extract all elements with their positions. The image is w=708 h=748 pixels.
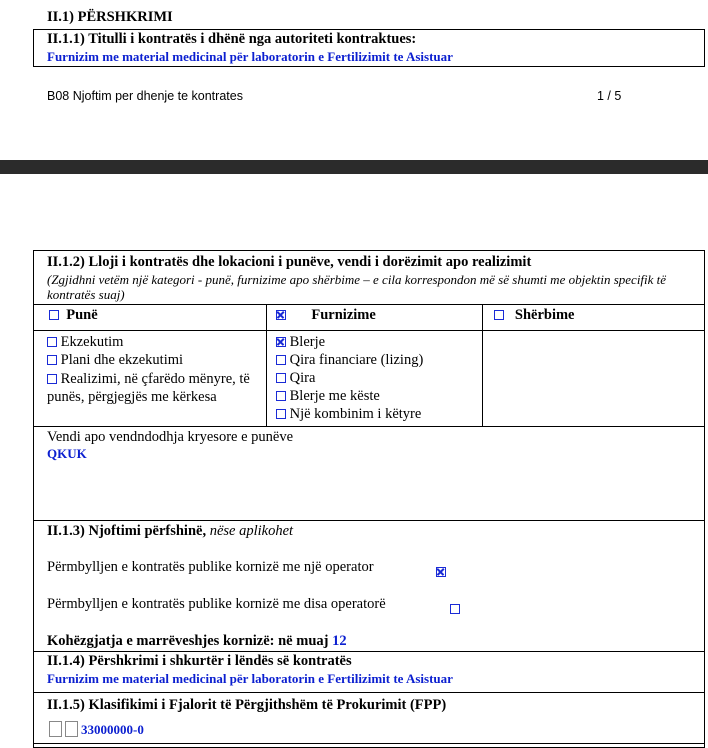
s115-code-row	[49, 721, 144, 739]
furn-option-lizing[interactable]	[276, 352, 423, 369]
s114-title: II.1.4) Përshkrimi i shkurtër i lëndës së kontratës	[47, 653, 352, 669]
s113-title: II.1.3) Njoftimi përfshinë,	[47, 523, 207, 539]
checkbox-icon[interactable]	[49, 310, 59, 320]
location-value: QKUK	[47, 446, 87, 461]
s111-value: Furnizim me material medicinal për laboratorin e Fertilizimit te Asistuar	[47, 49, 453, 64]
page-separator	[0, 160, 708, 174]
category-furnizime[interactable]	[276, 307, 376, 324]
s112-note: (Zgjidhni vetëm një kategori - punë, furnizime apo shërbime – e cila korrespondon më së shumti me objektin specifik të kontratës suaj)	[47, 272, 667, 302]
s113-opt1-checkbox[interactable]	[436, 567, 446, 577]
s113-opt2-label: Përmbylljen e kontratës publike kornizë me disa operatorë	[47, 596, 386, 612]
checkbox-icon[interactable]	[276, 373, 286, 383]
duration-value: 12	[332, 633, 347, 649]
checkbox-checked-icon[interactable]	[276, 337, 286, 347]
option-label: Ekzekutim	[60, 334, 124, 350]
furn-option-kombinim[interactable]	[276, 406, 421, 423]
code-box[interactable]	[65, 721, 78, 737]
s114-value: Furnizim me material medicinal për laboratorin e Fertilizimit te Asistuar	[47, 671, 453, 686]
category-pune-label: Punë	[66, 307, 98, 323]
furn-option-qira[interactable]	[276, 370, 315, 387]
pune-option-realizimi[interactable]	[47, 370, 262, 406]
option-label: Blerje me këste	[289, 388, 380, 404]
s113-title-row	[47, 523, 293, 540]
checkbox-checked-icon[interactable]	[276, 310, 286, 320]
checkbox-icon[interactable]	[494, 310, 504, 320]
furn-option-keste[interactable]	[276, 388, 380, 405]
category-furnizime-label: Furnizime	[311, 307, 376, 323]
option-label: Qira	[289, 370, 316, 386]
option-label: Realizimi, në çfarëdo mënyre, të punës, përgjegjës me kërkesa	[47, 371, 250, 405]
pune-option-ekzekutim[interactable]	[47, 334, 123, 351]
s113-title-note: nëse aplikohet	[206, 523, 294, 539]
checkbox-icon[interactable]	[276, 355, 286, 365]
duration-label: Kohëzgjatja e marrëveshjes kornizë: në muaj	[47, 633, 329, 649]
option-label: Plani dhe ekzekutimi	[60, 352, 184, 368]
category-sherbime[interactable]	[494, 307, 574, 324]
section-title: II.1) PËRSHKRIMI	[47, 9, 173, 25]
page-number: 1 / 5	[597, 89, 622, 103]
s113-duration	[47, 633, 347, 650]
option-label: Një kombinim i këtyre	[289, 406, 422, 422]
checkbox-icon[interactable]	[47, 355, 57, 365]
location-label: Vendi apo vendndodhja kryesore e punëve	[47, 429, 294, 445]
checkbox-icon[interactable]	[47, 337, 57, 347]
page-footer-label: B08 Njoftim per dhenje te kontrates	[47, 89, 243, 103]
checkbox-icon[interactable]	[276, 409, 286, 419]
option-label: Blerje	[289, 334, 326, 350]
s113-opt1-label: Përmbylljen e kontratës publike kornizë me një operator	[47, 559, 374, 575]
checkbox-icon[interactable]	[47, 374, 57, 384]
pune-option-plani[interactable]	[47, 352, 183, 369]
checkbox-icon[interactable]	[276, 391, 286, 401]
s111-title: II.1.1) Titulli i kontratës i dhënë nga autoriteti kontraktues:	[47, 31, 417, 47]
s112-title: II.1.2) Lloji i kontratës dhe lokacioni i punëve, vendi i dorëzimit apo realizimit	[47, 254, 532, 270]
cpv-code: 33000000-0	[81, 722, 144, 737]
category-sherbime-label: Shërbime	[514, 307, 575, 323]
category-pune[interactable]	[49, 307, 98, 324]
code-box[interactable]	[49, 721, 62, 737]
s113-opt2-checkbox[interactable]	[450, 604, 460, 614]
furn-option-blerje[interactable]	[276, 334, 325, 351]
s115-title: II.1.5) Klasifikimi i Fjalorit të Përgjithshëm të Prokurimit (FPP)	[47, 697, 447, 713]
option-label: Qira financiare (lizing)	[289, 352, 424, 368]
